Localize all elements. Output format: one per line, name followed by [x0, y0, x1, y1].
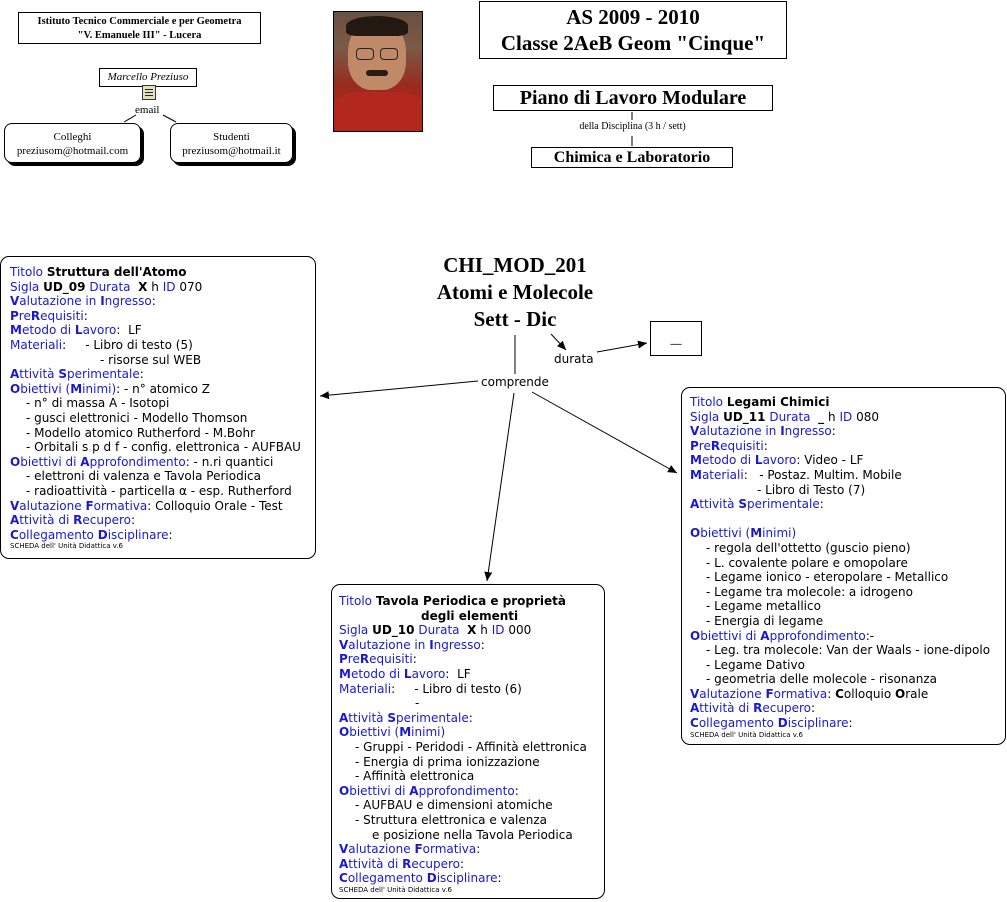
labels-col-D: D — [97, 527, 108, 542]
labels-durata-D: D — [89, 279, 99, 294]
plan-subtitle: della Disciplina (3 h / sett) — [579, 121, 686, 132]
labels-rec-b: ecupero — [82, 513, 131, 528]
card-line: Obiettivi di Approfondimento: — [339, 783, 519, 798]
labels-ap-O: O — [690, 628, 701, 643]
units-ud10-obiettivi-minimi-0: - Gruppi - Peridodi - Affinità elettronica — [355, 739, 587, 754]
labels-ob-M: M — [750, 526, 763, 541]
ud11-sigla: UD_11 — [723, 409, 766, 424]
units-ud09-obiettivi-minimi-0: - n° di massa A - Isotopi — [26, 396, 170, 411]
arrow-to-durata-value — [597, 343, 647, 352]
labels-met-L: L — [754, 453, 763, 468]
card-line — [10, 280, 315, 295]
units-ud09-metodo: LF — [128, 323, 142, 338]
ud10-scheda: SCHEDA dell' Unità Didattica v.6 — [339, 885, 452, 894]
labels-met-M: M — [10, 323, 22, 338]
labels-pre-a: re — [18, 308, 31, 323]
labels-val-V: V — [690, 424, 700, 439]
labels-titolo-rest: itolo — [16, 265, 44, 279]
units-ud09-obiettivi-minimi-1: - gusci elettronici - Modello Thomson — [26, 410, 248, 425]
labels-rec-b: ecupero — [762, 701, 811, 716]
card-ud11 — [681, 387, 1006, 745]
card-line: Valutazione in Ingresso: — [339, 637, 485, 652]
labels-ob-a: biettivi ( — [700, 526, 751, 541]
labels-met-a: etodo di — [21, 323, 75, 338]
units-ud09-durata: X — [138, 279, 148, 294]
module-code: CHI_MOD_201 — [443, 253, 587, 277]
labels-met-b: avoro — [82, 323, 117, 338]
labels-rec-A: A — [339, 856, 349, 871]
labels-val-b: ngresso — [104, 294, 152, 309]
school-line2: "V. Emanuele III" - Lucera — [77, 30, 202, 41]
labels-h: h — [151, 279, 159, 294]
units-ud11-durata: _ — [818, 409, 825, 424]
card-line: Metodo di Lavoro: LF — [339, 666, 471, 681]
labels-col-C: C — [339, 871, 348, 886]
labels-col-a: ollegamento — [347, 871, 427, 886]
labels-vf-a: alutazione — [348, 842, 415, 857]
labels-mat-rest: ateriali — [701, 467, 744, 482]
contact-studenti-title: Studenti — [213, 131, 250, 143]
labels-titolo-rest: itolo — [345, 594, 373, 608]
labels-titolo-T: T — [10, 265, 17, 279]
labels-ob-O: O — [339, 725, 350, 740]
units-ud11-valutazione-end: rale — [905, 686, 929, 701]
ud09-scheda: SCHEDA dell' Unità Didattica v.6 — [10, 542, 123, 551]
labels-met-M: M — [339, 666, 351, 681]
units-ud10-metodo: LF — [457, 666, 471, 681]
email-icon[interactable] — [142, 85, 156, 100]
card-line: Attività di Recupero: — [690, 701, 816, 716]
labels-met-L: L — [403, 666, 412, 681]
units-ud10-approfondimento-0: - AUFBAU e dimensioni atomiche — [355, 798, 553, 813]
labels-ap-A: A — [80, 454, 90, 469]
labels-att-a: ttività — [19, 367, 59, 382]
labels-pre-P: P — [10, 308, 19, 323]
labels-sigla-S: S — [10, 279, 18, 294]
units-ud10-titolo2: degli elementi — [421, 608, 519, 623]
labels-pre-P: P — [690, 438, 699, 453]
labels-durata-rest: urata — [778, 409, 811, 424]
card-line — [339, 609, 604, 624]
labels-met-a: etodo di — [350, 666, 404, 681]
comprende-label: comprende — [481, 375, 549, 389]
units-ud11-metodo: Video - LF — [804, 453, 864, 468]
labels-titolo-T: T — [690, 395, 697, 409]
school-line1: Istituto Tecnico Commerciale e per Geometra — [37, 16, 242, 27]
card-line: Obiettivi di Approfondimento:- — [690, 628, 875, 643]
card-line: Materiali: - Libro di testo (5) — [10, 337, 193, 352]
card-ud09 — [0, 256, 316, 559]
labels-col-b: isciplinare — [436, 871, 498, 886]
units-ud11-obiettivi-minimi-3: - Legame tra molecole: a idrogeno — [706, 584, 914, 599]
labels-rec-R: R — [753, 701, 763, 716]
contact-colleghi-title: Colleghi — [53, 131, 92, 143]
labels-col-D: D — [777, 716, 788, 731]
labels-met-a: etodo di — [701, 453, 755, 468]
units-ud09-materiali-0: - Libro di testo (5) — [85, 337, 193, 352]
labels-sigla-rest: igla — [697, 409, 720, 424]
labels-pre-a: re — [347, 652, 360, 667]
labels-att-a: ttività — [348, 710, 388, 725]
card-line: Materiali: - Postaz. Multim. Mobile — [690, 467, 902, 482]
labels-sigla-S: S — [339, 623, 347, 638]
labels-pre-a: re — [698, 438, 711, 453]
labels-ob-a: biettivi ( — [20, 381, 71, 396]
units-ud11-materiali-0: - Postaz. Multim. Mobile — [759, 467, 902, 482]
labels-met-b: avoro — [762, 453, 797, 468]
labels-id-D: D — [495, 623, 505, 638]
labels-pre-P: P — [339, 652, 348, 667]
labels-rec-A: A — [10, 513, 20, 528]
labels-ob-M: M — [70, 381, 83, 396]
labels-col-C: C — [10, 527, 19, 542]
labels-ap-a: biettivi di — [700, 628, 761, 643]
card-line: Collegamento Disciplinare: — [339, 871, 502, 886]
labels-sigla-S: S — [690, 409, 698, 424]
card-line — [690, 512, 1005, 527]
card-line: Valutazione in Ingresso: — [690, 424, 836, 439]
card-line: PreRequisiti: — [690, 438, 768, 453]
labels-ap-O: O — [10, 454, 21, 469]
labels-durata-rest: urata — [427, 623, 460, 638]
units-ud11-valutazione-o: O — [895, 686, 906, 701]
units-ud10-durata: X — [467, 623, 477, 638]
labels-val-a: alutazione in — [19, 294, 101, 309]
module-box — [410, 252, 620, 333]
contact-colleghi[interactable] — [4, 123, 141, 163]
labels-sigla-rest: igla — [17, 279, 40, 294]
labels-durata-D: D — [418, 623, 428, 638]
author-photo — [333, 11, 423, 132]
labels-val-b: ngresso — [433, 637, 481, 652]
labels-att-a: ttività — [699, 497, 739, 512]
labels-vf-F: F — [414, 842, 423, 857]
arrow-to-durata — [551, 334, 566, 350]
labels-att-A: A — [10, 367, 20, 382]
card-line — [10, 265, 315, 280]
labels-pre-b: equisiti — [40, 308, 84, 323]
labels-val-I: I — [780, 424, 785, 439]
card-line: Obiettivi di Approfondimento: - n.ri quantici — [10, 454, 274, 469]
labels-vf-V: V — [10, 498, 20, 513]
card-line — [339, 594, 604, 609]
ud09-id: 070 — [179, 279, 203, 294]
email-label: email — [135, 104, 160, 116]
labels-ob-O: O — [690, 526, 701, 541]
labels-vf-F: F — [85, 498, 94, 513]
durata-label: durata — [554, 352, 594, 366]
labels-vf-V: V — [690, 686, 700, 701]
labels-id-D: D — [166, 279, 176, 294]
labels-vf-V: V — [339, 842, 349, 857]
contact-colleghi-email[interactable]: preziusom@hotmail.com — [16, 145, 129, 157]
units-ud11-obiettivi-minimi-1: - L. covalente polare e omopolare — [706, 555, 908, 570]
labels-col-b: isciplinare — [107, 527, 169, 542]
units-ud11-approfondimento-1: - Legame Dativo — [706, 657, 805, 672]
arrow-to-ud10 — [487, 393, 514, 581]
card-ud10 — [331, 584, 605, 899]
labels-durata-rest: urata — [98, 279, 131, 294]
units-ud11-valutazione-c: C — [835, 686, 844, 701]
units-ud09-approfondimento-0: - elettroni di valenza e Tavola Periodica — [26, 469, 261, 484]
labels-vf-F: F — [765, 686, 774, 701]
labels-pre-b: equisiti — [369, 652, 413, 667]
units-ud09-valutazione: Colloquio Orale - Test — [155, 498, 283, 513]
labels-rec-a: ttività di — [19, 513, 74, 528]
units-ud10-approfondimento-2: e posizione nella Tavola Periodica — [372, 827, 573, 842]
labels-val-I: I — [429, 637, 434, 652]
labels-ob-b: inimi) — [82, 381, 117, 396]
labels-rec-a: ttività di — [699, 701, 754, 716]
labels-durata-D: D — [769, 409, 779, 424]
labels-met-L: L — [74, 323, 83, 338]
ud10-title: Tavola Periodica e proprietà — [375, 594, 567, 608]
card-line — [690, 395, 1005, 410]
labels-ap-b: pprofondimento — [89, 454, 186, 469]
labels-col-b: isciplinare — [787, 716, 849, 731]
labels-ob-M: M — [399, 725, 412, 740]
email-line-right — [163, 115, 176, 122]
durata-value: __ — [670, 332, 682, 345]
contact-studenti[interactable] — [170, 123, 293, 163]
units-ud11-approfondimento-2: - geometria delle molecole - risonanza — [706, 672, 938, 687]
labels-col-C: C — [690, 716, 699, 731]
units-ud11-valutazione-mid: olloquio — [843, 686, 895, 701]
labels-id-I: I — [162, 279, 167, 294]
email-line-left — [124, 115, 136, 122]
labels-val-b: ngresso — [784, 424, 832, 439]
ud09-sigla: UD_09 — [43, 279, 86, 294]
durata-value-box — [650, 321, 702, 356]
labels-ap-b: pprofondimento — [769, 628, 866, 643]
ud11-id: 080 — [856, 409, 879, 424]
labels-met-b: avoro — [411, 666, 446, 681]
units-ud10-materiali-0: - Libro di testo (6) — [414, 681, 522, 696]
card-line: Materiali: - Libro di testo (6) — [339, 681, 522, 696]
labels-ap-a: biettivi di — [20, 454, 81, 469]
units-ud09-materiali-1: - risorse sul WEB — [100, 352, 202, 367]
card-line: Valutazione Formativa: Colloquio Orale - Test — [10, 498, 283, 513]
author-name: Marcello Preziuso — [99, 68, 197, 87]
arrow-to-ud09 — [320, 381, 478, 396]
labels-vf-b: ormativa — [422, 842, 477, 857]
labels-ob-b: inimi) — [411, 725, 446, 740]
units-ud09-obiettivi-minimi-2: - Modello atomico Rutherford - M.Bohr — [26, 425, 256, 440]
labels-met-M: M — [690, 453, 702, 468]
school-box — [18, 12, 261, 44]
card-line — [690, 526, 1005, 541]
labels-rec-A: A — [690, 701, 700, 716]
module-period: Sett - Dic — [473, 307, 557, 331]
card-line: Collegamento Disciplinare: — [690, 716, 853, 731]
labels-materiali: Materiali — [10, 337, 63, 352]
card-line: Attività di Recupero: — [339, 856, 465, 871]
labels-att-S: S — [387, 710, 397, 725]
card-line: Obiettivi (Minimi): - n° atomico Z — [10, 381, 210, 396]
labels-rec-b: ecupero — [411, 856, 460, 871]
labels-ap-b: pprofondimento — [418, 783, 515, 798]
labels-col-D: D — [426, 871, 437, 886]
card-line — [339, 725, 604, 740]
ud09-title: Struttura dell'Atomo — [46, 265, 187, 279]
units-ud10-approfondimento-1: - Struttura elettronica e valenza — [355, 812, 547, 827]
labels-val-I: I — [100, 294, 105, 309]
labels-ap-A: A — [409, 783, 419, 798]
labels-att-A: A — [690, 497, 700, 512]
labels-sigla-rest: igla — [346, 623, 369, 638]
labels-val-a: alutazione in — [699, 424, 781, 439]
card-line: Attività Sperimentale: — [10, 367, 144, 382]
header-box — [479, 1, 787, 59]
labels-pre-b: equisiti — [720, 438, 764, 453]
card-line: Collegamento Disciplinare: — [10, 527, 173, 542]
units-ud11-approfondimento-0: - Leg. tra molecole: Van der Waals - ione-dipolo — [706, 643, 991, 658]
labels-att-A: A — [339, 710, 349, 725]
card-line: Metodo di Lavoro: LF — [10, 323, 142, 338]
labels-titolo-rest: itolo — [696, 395, 724, 409]
labels-vf-b: ormativa — [93, 498, 148, 513]
labels-rec-R: R — [402, 856, 412, 871]
card-line: Attività Sperimentale: — [339, 710, 473, 725]
class-name: Classe 2AeB Geom "Cinque" — [500, 31, 766, 55]
labels-pre-R: R — [359, 652, 370, 667]
labels-att-S: S — [738, 497, 748, 512]
card-line: Attività di Recupero: — [10, 513, 136, 528]
ud11-title: Legami Chimici — [726, 395, 830, 409]
contact-studenti-email[interactable]: preziusom@hotmail.it — [182, 145, 281, 157]
labels-h: h — [480, 623, 488, 638]
labels-rec-R: R — [73, 513, 83, 528]
labels-mat-M: M — [690, 467, 702, 482]
card-line: Attività Sperimentale: — [690, 497, 824, 512]
ud11-scheda: SCHEDA dell' Unità Didattica v.6 — [690, 730, 803, 739]
units-ud10-obiettivi-minimi-2: - Affinità elettronica — [355, 769, 475, 784]
card-line — [339, 623, 604, 638]
card-line: Metodo di Lavoro: Video - LF — [690, 453, 864, 468]
labels-col-a: ollegamento — [698, 716, 778, 731]
ud10-sigla: UD_10 — [372, 623, 415, 638]
card-line: Valutazione Formativa: — [339, 842, 481, 857]
units-ud09-obiettivi-minimi-first: - n° atomico Z — [124, 381, 210, 396]
labels-vf-a: alutazione — [19, 498, 86, 513]
labels-val-V: V — [10, 294, 20, 309]
labels-val-a: alutazione in — [348, 637, 430, 652]
labels-vf-b: ormativa — [773, 686, 828, 701]
labels-pre-R: R — [710, 438, 721, 453]
units-ud11-obiettivi-minimi-5: - Energia di legame — [706, 613, 824, 628]
labels-att-b: perimentale — [747, 497, 820, 512]
units-ud09-approfondimento-first: - n.ri quantici — [193, 454, 274, 469]
labels-att-S: S — [58, 367, 68, 382]
labels-materiali: Materiali — [339, 681, 392, 696]
labels-h: h — [828, 409, 836, 424]
plan-subject: Chimica e Laboratorio — [531, 147, 733, 168]
units-ud11-obiettivi-minimi-0: - regola dell'ottetto (guscio pieno) — [706, 540, 911, 555]
units-ud11-obiettivi-minimi-2: - Legame ionico - eteropolare - Metallico — [706, 570, 949, 585]
labels-att-b: perimentale — [396, 710, 469, 725]
labels-vf-a: alutazione — [699, 686, 766, 701]
units-ud09-obiettivi-minimi-3: - Orbitali s p d f - config. elettronica - AUFBAU — [26, 440, 301, 455]
card-line: Valutazione in Ingresso: — [10, 294, 156, 309]
labels-id-I: I — [839, 409, 843, 424]
school-year: AS 2009 - 2010 — [566, 5, 700, 29]
card-line: PreRequisiti: — [339, 652, 417, 667]
units-ud10-obiettivi-minimi-1: - Energia di prima ionizzazione — [355, 754, 540, 769]
labels-id-I: I — [491, 623, 496, 638]
ud10-id: 000 — [508, 623, 532, 638]
labels-rec-a: ttività di — [348, 856, 403, 871]
labels-ob-b: inimi) — [762, 526, 797, 541]
labels-titolo-T: T — [339, 594, 346, 608]
labels-id-D: D — [842, 409, 853, 424]
arrow-to-ud11 — [532, 392, 677, 473]
labels-ap-a: biettivi di — [349, 783, 410, 798]
card-line — [690, 410, 1005, 425]
card-line: Valutazione Formativa: Colloquio Orale — [690, 686, 929, 701]
units-ud11-materiali-1: - Libro di Testo (7) — [757, 482, 866, 497]
labels-ob-O: O — [10, 381, 21, 396]
labels-pre-R: R — [30, 308, 41, 323]
labels-ap-A: A — [760, 628, 770, 643]
units-ud11-obiettivi-minimi-4: - Legame metallico — [706, 599, 821, 614]
labels-att-b: perimentale — [67, 367, 140, 382]
card-line: PreRequisiti: — [10, 308, 88, 323]
plan-title: Piano di Lavoro Modulare — [493, 85, 773, 111]
labels-col-a: ollegamento — [18, 527, 98, 542]
module-name: Atomi e Molecole — [436, 280, 594, 304]
labels-ap-O: O — [339, 783, 350, 798]
labels-val-V: V — [339, 637, 349, 652]
units-ud10-materiali-1: - — [415, 696, 420, 711]
labels-ob-a: biettivi ( — [349, 725, 400, 740]
units-ud09-approfondimento-1: - radioattività - particella α - esp. Rutherford — [26, 483, 292, 498]
